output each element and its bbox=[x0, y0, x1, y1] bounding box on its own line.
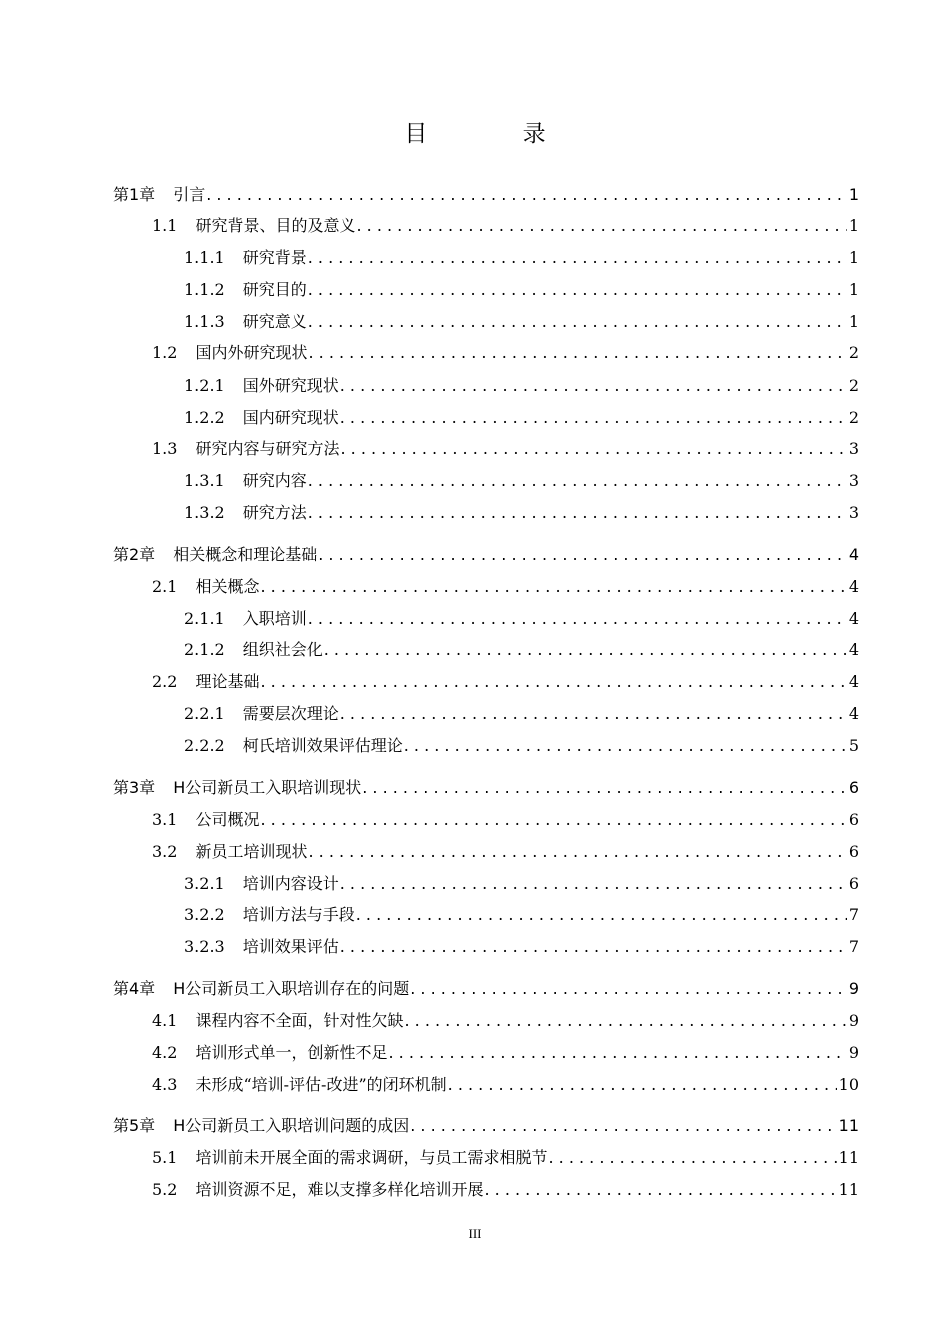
toc-entry-heading bbox=[184, 247, 307, 269]
toc-leader-dots bbox=[317, 544, 847, 566]
toc-entry-page: 9 bbox=[848, 1011, 859, 1030]
toc-entry-heading bbox=[184, 936, 339, 958]
toc-leader-dots bbox=[307, 247, 847, 269]
page-number-footer: III bbox=[468, 1226, 482, 1241]
toc-section-entry[interactable] bbox=[152, 342, 859, 364]
toc-entry-page: 5 bbox=[848, 736, 859, 755]
toc-entry-heading bbox=[152, 1010, 403, 1032]
toc-entry-page: 4 bbox=[848, 672, 859, 691]
toc-entry-text: 研究内容与研究方法 bbox=[195, 439, 340, 458]
toc-subsection-entry[interactable] bbox=[184, 608, 859, 630]
toc-entry-number: 第2章 bbox=[113, 545, 156, 564]
toc-section-entry[interactable] bbox=[152, 1147, 859, 1169]
toc-entry-heading bbox=[152, 1074, 447, 1096]
toc-entry-heading bbox=[184, 279, 307, 301]
toc-leader-dots bbox=[307, 342, 846, 364]
toc-entry-number: 4.2 bbox=[152, 1043, 178, 1062]
toc-entry-heading bbox=[113, 184, 205, 206]
toc-entry-page: 2 bbox=[848, 343, 859, 362]
toc-subsection-entry[interactable] bbox=[184, 639, 859, 661]
toc-leader-dots bbox=[409, 978, 847, 1000]
toc-entry-heading bbox=[113, 777, 361, 799]
toc-entry-number: 5.2 bbox=[152, 1180, 178, 1199]
toc-entry-page: 1 bbox=[848, 312, 859, 331]
toc-entry-number: 1.2.1 bbox=[184, 376, 225, 395]
toc-entry-heading bbox=[184, 407, 339, 429]
toc-entry-number: 5.1 bbox=[152, 1148, 178, 1167]
toc-entry-number: 第4章 bbox=[113, 979, 156, 998]
toc-leader-dots bbox=[307, 470, 847, 492]
toc-entry-heading bbox=[184, 904, 355, 926]
toc-entry-number: 3.2.2 bbox=[184, 905, 225, 924]
toc-chapter-entry[interactable] bbox=[113, 1115, 859, 1137]
toc-leader-dots bbox=[547, 1147, 836, 1169]
toc-entry-page: 9 bbox=[848, 1043, 859, 1062]
toc-entry-heading bbox=[113, 978, 409, 1000]
toc-entry-number: 2.2.2 bbox=[184, 736, 225, 755]
toc-entry-page: 1 bbox=[848, 216, 859, 235]
toc-entry-text: 国外研究现状 bbox=[242, 376, 339, 395]
toc-entry-text: 课程内容不全面，针对性欠缺 bbox=[195, 1011, 404, 1030]
toc-entry-number: 1.3.1 bbox=[184, 471, 225, 490]
toc-entry-number: 4.1 bbox=[152, 1011, 178, 1030]
toc-leader-dots bbox=[447, 1074, 837, 1096]
toc-entry-text: 研究背景 bbox=[242, 248, 307, 267]
toc-entry-page: 6 bbox=[848, 778, 859, 797]
toc-entry-text: 培训效果评估 bbox=[242, 937, 339, 956]
toc-entry-number: 3.2 bbox=[152, 842, 178, 861]
toc-entry-number: 1.1.1 bbox=[184, 248, 225, 267]
toc-entry-heading bbox=[184, 703, 339, 725]
toc-entry-text: 培训内容设计 bbox=[242, 874, 339, 893]
toc-entry-page: 11 bbox=[838, 1180, 859, 1199]
toc-entry-number: 2.2.1 bbox=[184, 704, 225, 723]
toc-entry-page: 1 bbox=[848, 185, 859, 204]
toc-entry-heading bbox=[184, 311, 307, 333]
toc-entry-heading bbox=[152, 1179, 483, 1201]
toc-entry-number: 4.3 bbox=[152, 1075, 178, 1094]
toc-entry-number: 3.1 bbox=[152, 810, 178, 829]
toc-entry-page: 4 bbox=[848, 640, 859, 659]
toc-entry-heading bbox=[113, 544, 317, 566]
toc-subsection-entry[interactable] bbox=[184, 279, 859, 301]
toc-entry-text: 公司概况 bbox=[195, 810, 260, 829]
toc-entry-text: 未形成“培训-评估-改进”的闭环机制 bbox=[195, 1075, 447, 1094]
toc-entry-text: H公司新员工入职培训问题的成因 bbox=[173, 1116, 410, 1135]
toc-leader-dots bbox=[339, 407, 847, 429]
toc-leader-dots bbox=[339, 936, 847, 958]
toc-chapter-entry[interactable] bbox=[113, 184, 859, 206]
toc-entry-text: 国内外研究现状 bbox=[195, 343, 308, 362]
toc-chapter-entry[interactable] bbox=[113, 777, 859, 799]
toc-entry-page: 6 bbox=[848, 810, 859, 829]
toc-entry-text: 研究方法 bbox=[242, 503, 307, 522]
toc-entry-page: 3 bbox=[848, 439, 859, 458]
toc-entry-text: 需要层次理论 bbox=[242, 704, 339, 723]
toc-entry-page: 10 bbox=[838, 1075, 859, 1094]
toc-entry-number: 1.2 bbox=[152, 343, 178, 362]
toc-entry-number: 1.3 bbox=[152, 439, 178, 458]
toc-entry-number: 1.2.2 bbox=[184, 408, 225, 427]
toc-entry-number: 2.2 bbox=[152, 672, 178, 691]
toc-entry-heading bbox=[184, 608, 307, 630]
toc-entry-heading bbox=[184, 735, 403, 757]
toc-leader-dots bbox=[339, 438, 846, 460]
toc-entry-heading bbox=[152, 342, 307, 364]
toc-entry-heading bbox=[113, 1115, 409, 1137]
toc-leader-dots bbox=[307, 608, 847, 630]
toc-entry-page: 4 bbox=[848, 577, 859, 596]
toc-section-entry[interactable] bbox=[152, 809, 859, 831]
toc-entry-text: 培训前未开展全面的需求调研，与员工需求相脱节 bbox=[195, 1148, 548, 1167]
toc-entry-heading bbox=[184, 502, 307, 524]
toc-entry-text: 新员工培训现状 bbox=[195, 842, 308, 861]
toc-entry-number: 第3章 bbox=[113, 778, 156, 797]
toc-section-entry[interactable] bbox=[152, 215, 859, 237]
toc-leader-dots bbox=[259, 671, 846, 693]
toc-section-entry[interactable] bbox=[152, 1179, 859, 1201]
toc-entry-text: 相关概念和理论基础 bbox=[173, 545, 318, 564]
toc-entry-page: 3 bbox=[848, 471, 859, 490]
toc-entry-text: 引言 bbox=[173, 185, 206, 204]
toc-subsection-entry[interactable] bbox=[184, 311, 859, 333]
toc-leader-dots bbox=[403, 735, 847, 757]
toc-entry-heading bbox=[152, 438, 339, 460]
toc-entry-text: H公司新员工入职培训存在的问题 bbox=[173, 979, 410, 998]
toc-entry-page: 11 bbox=[838, 1148, 859, 1167]
toc-entry-text: 组织社会化 bbox=[242, 640, 323, 659]
toc-leader-dots bbox=[259, 809, 846, 831]
toc-entry-text: 培训方法与手段 bbox=[242, 905, 355, 924]
toc-entry-page: 2 bbox=[848, 376, 859, 395]
toc-entry-text: 研究内容 bbox=[242, 471, 307, 490]
toc-entry-number: 第5章 bbox=[113, 1116, 156, 1135]
toc-entry-page: 2 bbox=[848, 408, 859, 427]
toc-leader-dots bbox=[403, 1010, 846, 1032]
toc-entry-number: 2.1.1 bbox=[184, 609, 225, 628]
toc-entry-text: 理论基础 bbox=[195, 672, 260, 691]
toc-entry-page: 7 bbox=[848, 905, 859, 924]
toc-leader-dots bbox=[339, 375, 847, 397]
toc-subsection-entry[interactable] bbox=[184, 502, 859, 524]
toc-leader-dots bbox=[205, 184, 847, 206]
toc-subsection-entry[interactable] bbox=[184, 904, 859, 926]
toc-entry-number: 第1章 bbox=[113, 185, 156, 204]
toc-entry-number: 1.3.2 bbox=[184, 503, 225, 522]
toc-entry-page: 6 bbox=[848, 874, 859, 893]
toc-entry-page: 4 bbox=[848, 704, 859, 723]
toc-entry-text: 研究目的 bbox=[242, 280, 307, 299]
toc-entry-heading bbox=[152, 841, 307, 863]
toc-entry-text: 入职培训 bbox=[242, 609, 307, 628]
toc-leader-dots bbox=[339, 873, 847, 895]
toc-entry-page: 1 bbox=[848, 248, 859, 267]
toc-entry-number: 3.2.3 bbox=[184, 937, 225, 956]
toc-section-entry[interactable] bbox=[152, 1042, 859, 1064]
toc-entry-heading bbox=[152, 1042, 387, 1064]
toc-section-entry[interactable] bbox=[152, 1010, 859, 1032]
toc-chapter-entry[interactable] bbox=[113, 544, 859, 566]
toc-entry-page: 7 bbox=[848, 937, 859, 956]
toc-section-entry[interactable] bbox=[152, 671, 859, 693]
toc-subsection-entry[interactable] bbox=[184, 936, 859, 958]
toc-leader-dots bbox=[339, 703, 847, 725]
toc-section-entry[interactable] bbox=[152, 576, 859, 598]
toc-leader-dots bbox=[307, 311, 847, 333]
toc-subsection-entry[interactable] bbox=[184, 703, 859, 725]
toc-subsection-entry[interactable] bbox=[184, 470, 859, 492]
toc-entry-heading bbox=[152, 576, 259, 598]
toc-leader-dots bbox=[307, 841, 846, 863]
toc-subsection-entry[interactable] bbox=[184, 873, 859, 895]
toc-entry-text: 相关概念 bbox=[195, 577, 260, 596]
toc-entry-page: 3 bbox=[848, 503, 859, 522]
toc-leader-dots bbox=[409, 1115, 836, 1137]
toc-entry-page: 9 bbox=[848, 979, 859, 998]
toc-leader-dots bbox=[259, 576, 846, 598]
toc-leader-dots bbox=[483, 1179, 836, 1201]
toc-subsection-entry[interactable] bbox=[184, 407, 859, 429]
toc-chapter-entry[interactable] bbox=[113, 978, 859, 1000]
toc-entry-number: 2.1.2 bbox=[184, 640, 225, 659]
toc-entry-text: 研究背景、目的及意义 bbox=[195, 216, 356, 235]
toc-entry-page: 1 bbox=[848, 280, 859, 299]
toc-entry-number: 2.1 bbox=[152, 577, 178, 596]
toc-section-entry[interactable] bbox=[152, 438, 859, 460]
toc-entry-number: 3.2.1 bbox=[184, 874, 225, 893]
toc-subsection-entry[interactable] bbox=[184, 247, 859, 269]
toc-leader-dots bbox=[323, 639, 847, 661]
toc-entry-heading bbox=[152, 1147, 547, 1169]
toc-entry-page: 11 bbox=[838, 1116, 859, 1135]
toc-entry-heading bbox=[152, 809, 259, 831]
toc-title: 目 录 bbox=[404, 121, 590, 147]
toc-entry-heading bbox=[184, 873, 339, 895]
toc-entry-page: 4 bbox=[848, 609, 859, 628]
toc-entry-number: 1.1.3 bbox=[184, 312, 225, 331]
toc-section-entry[interactable] bbox=[152, 1074, 859, 1096]
toc-leader-dots bbox=[355, 904, 847, 926]
toc-leader-dots bbox=[361, 777, 847, 799]
toc-entry-text: H公司新员工入职培训现状 bbox=[173, 778, 362, 797]
toc-subsection-entry[interactable] bbox=[184, 735, 859, 757]
toc-entry-text: 国内研究现状 bbox=[242, 408, 339, 427]
toc-entry-page: 6 bbox=[848, 842, 859, 861]
toc-leader-dots bbox=[355, 215, 846, 237]
toc-entry-page: 4 bbox=[848, 545, 859, 564]
toc-leader-dots bbox=[387, 1042, 846, 1064]
toc-entry-number: 1.1 bbox=[152, 216, 178, 235]
toc-entry-heading bbox=[152, 671, 259, 693]
toc-entry-heading bbox=[184, 470, 307, 492]
toc-entry-text: 培训形式单一，创新性不足 bbox=[195, 1043, 388, 1062]
toc-entry-text: 研究意义 bbox=[242, 312, 307, 331]
toc-entry-text: 柯氏培训效果评估理论 bbox=[242, 736, 403, 755]
toc-entry-heading bbox=[184, 375, 339, 397]
toc-section-entry[interactable] bbox=[152, 841, 859, 863]
toc-entry-heading bbox=[152, 215, 355, 237]
toc-leader-dots bbox=[307, 502, 847, 524]
toc-entry-text: 培训资源不足，难以支撑多样化培训开展 bbox=[195, 1180, 484, 1199]
toc-subsection-entry[interactable] bbox=[184, 375, 859, 397]
toc-entry-number: 1.1.2 bbox=[184, 280, 225, 299]
toc-entry-heading bbox=[184, 639, 323, 661]
toc-leader-dots bbox=[307, 279, 847, 301]
